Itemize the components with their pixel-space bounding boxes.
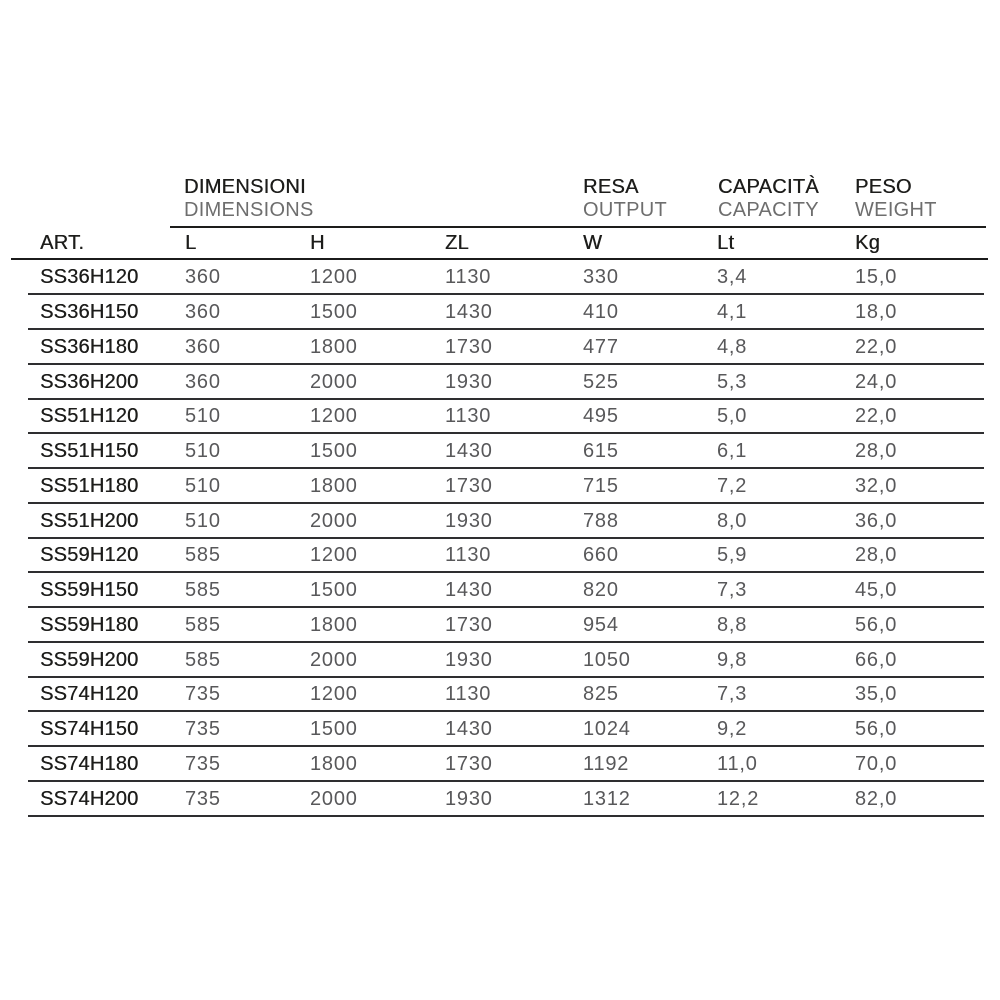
cell-w: 525 — [583, 370, 619, 393]
cell-w: 1192 — [583, 752, 630, 775]
cell-kg: 56,0 — [855, 718, 898, 741]
cell-kg: 15,0 — [855, 266, 898, 289]
cell-l: 585 — [185, 613, 221, 636]
group-subtitle-dimensions: DIMENSIONS — [184, 199, 314, 221]
table-row — [28, 261, 984, 296]
cell-lt: 12,2 — [717, 787, 760, 810]
cell-lt: 6,1 — [717, 440, 748, 463]
cell-h: 1200 — [310, 683, 358, 706]
cell-l: 585 — [185, 579, 221, 602]
cell-h: 1200 — [310, 544, 358, 567]
cell-zl: 1430 — [445, 579, 493, 602]
group-subtitle-weight: WEIGHT — [855, 199, 937, 221]
cell-w: 954 — [583, 613, 619, 636]
table-row — [28, 712, 984, 747]
cell-l: 360 — [185, 301, 221, 324]
cell-zl: 1730 — [445, 752, 493, 775]
cell-lt: 7,2 — [717, 474, 748, 497]
cell-kg: 28,0 — [855, 544, 898, 567]
column-header-w: W — [583, 232, 603, 254]
column-header-lt: Lt — [717, 232, 735, 254]
cell-w: 715 — [583, 474, 619, 497]
cell-h: 1200 — [310, 405, 358, 428]
cell-kg: 35,0 — [855, 683, 898, 706]
group-title-peso: PESO — [855, 176, 912, 198]
cell-zl: 1430 — [445, 301, 493, 324]
cell-lt: 8,8 — [717, 613, 748, 636]
cell-art: SS51H150 — [40, 440, 139, 463]
column-header-row — [11, 228, 988, 260]
cell-zl: 1430 — [445, 440, 493, 463]
cell-zl: 1130 — [445, 266, 492, 289]
group-title-resa: RESA — [583, 176, 639, 198]
cell-art: SS59H200 — [40, 648, 139, 671]
cell-l: 735 — [185, 752, 221, 775]
cell-art: SS74H200 — [40, 787, 139, 810]
table-row — [28, 573, 984, 608]
cell-w: 330 — [583, 266, 619, 289]
cell-l: 360 — [185, 370, 221, 393]
cell-w: 660 — [583, 544, 619, 567]
cell-lt: 5,3 — [717, 370, 748, 393]
cell-h: 1800 — [310, 752, 358, 775]
column-header-zl: ZL — [445, 232, 469, 254]
cell-kg: 24,0 — [855, 370, 898, 393]
cell-h: 1800 — [310, 335, 358, 358]
group-title-dimensioni: DIMENSIONI — [184, 176, 306, 198]
table-row — [28, 295, 984, 330]
cell-zl: 1930 — [445, 509, 493, 532]
group-subtitle-capacity: CAPACITY — [718, 199, 819, 221]
cell-lt: 7,3 — [717, 683, 748, 706]
table-row — [28, 678, 984, 713]
cell-zl: 1730 — [445, 335, 493, 358]
table-row — [28, 747, 984, 782]
cell-art: SS59H120 — [40, 544, 139, 567]
group-header-capacity — [718, 176, 819, 221]
cell-zl: 1130 — [445, 544, 492, 567]
cell-kg: 36,0 — [855, 509, 898, 532]
group-subtitle-output: OUTPUT — [583, 199, 668, 221]
table-row — [28, 330, 984, 365]
cell-w: 1312 — [583, 787, 631, 810]
cell-kg: 22,0 — [855, 405, 898, 428]
column-header-art: ART. — [40, 232, 85, 254]
cell-w: 1050 — [583, 648, 631, 671]
table-body — [28, 261, 984, 817]
cell-lt: 5,0 — [717, 405, 748, 428]
table-row — [28, 469, 984, 504]
cell-art: SS36H120 — [40, 266, 139, 289]
cell-zl: 1430 — [445, 718, 493, 741]
cell-w: 615 — [583, 440, 619, 463]
cell-kg: 45,0 — [855, 579, 898, 602]
column-header-h: H — [310, 232, 325, 254]
cell-art: SS36H150 — [40, 301, 139, 324]
cell-h: 2000 — [310, 787, 358, 810]
cell-art: SS59H180 — [40, 613, 139, 636]
cell-h: 2000 — [310, 509, 358, 532]
cell-kg: 70,0 — [855, 752, 898, 775]
cell-art: SS74H150 — [40, 718, 139, 741]
table-row — [28, 782, 984, 817]
table-row — [28, 365, 984, 400]
cell-art: SS51H180 — [40, 474, 139, 497]
cell-l: 360 — [185, 266, 221, 289]
cell-lt: 4,1 — [717, 301, 748, 324]
cell-h: 1500 — [310, 440, 358, 463]
cell-h: 1500 — [310, 301, 358, 324]
column-header-kg: Kg — [855, 232, 881, 254]
group-title-capacita: CAPACITÀ — [718, 176, 819, 198]
cell-art: SS74H180 — [40, 752, 139, 775]
cell-h: 1800 — [310, 474, 358, 497]
cell-art: SS74H120 — [40, 683, 139, 706]
cell-h: 1500 — [310, 718, 358, 741]
cell-zl: 1730 — [445, 474, 493, 497]
cell-zl: 1930 — [445, 787, 493, 810]
cell-art: SS51H120 — [40, 405, 139, 428]
cell-lt: 3,4 — [717, 266, 748, 289]
group-header-output — [583, 176, 667, 221]
cell-lt: 11,0 — [717, 752, 758, 775]
cell-l: 735 — [185, 787, 221, 810]
cell-w: 495 — [583, 405, 619, 428]
cell-lt: 7,3 — [717, 579, 748, 602]
cell-kg: 56,0 — [855, 613, 898, 636]
cell-h: 1200 — [310, 266, 358, 289]
cell-art: SS59H150 — [40, 579, 139, 602]
group-header-weight — [855, 176, 937, 221]
table-row — [28, 504, 984, 539]
table-row — [28, 400, 984, 435]
cell-l: 510 — [185, 509, 221, 532]
group-header-dimensions — [184, 176, 314, 221]
cell-l: 510 — [185, 440, 221, 463]
cell-w: 825 — [583, 683, 619, 706]
column-header-l: L — [185, 232, 197, 254]
cell-lt: 5,9 — [717, 544, 748, 567]
cell-h: 1500 — [310, 579, 358, 602]
cell-kg: 32,0 — [855, 474, 898, 497]
cell-h: 2000 — [310, 370, 358, 393]
cell-w: 477 — [583, 335, 619, 358]
cell-kg: 82,0 — [855, 787, 898, 810]
table-row — [28, 434, 984, 469]
cell-lt: 4,8 — [717, 335, 748, 358]
cell-w: 410 — [583, 301, 619, 324]
cell-zl: 1130 — [445, 683, 492, 706]
cell-w: 820 — [583, 579, 619, 602]
cell-art: SS36H180 — [40, 335, 139, 358]
cell-zl: 1130 — [445, 405, 492, 428]
cell-l: 510 — [185, 474, 221, 497]
cell-l: 735 — [185, 718, 221, 741]
cell-art: SS51H200 — [40, 509, 139, 532]
cell-l: 585 — [185, 544, 221, 567]
cell-lt: 8,0 — [717, 509, 748, 532]
cell-zl: 1930 — [445, 370, 493, 393]
cell-kg: 22,0 — [855, 335, 898, 358]
cell-h: 2000 — [310, 648, 358, 671]
cell-kg: 28,0 — [855, 440, 898, 463]
table-row — [28, 539, 984, 574]
cell-lt: 9,8 — [717, 648, 748, 671]
cell-lt: 9,2 — [717, 718, 748, 741]
cell-kg: 18,0 — [855, 301, 898, 324]
cell-l: 360 — [185, 335, 221, 358]
cell-w: 1024 — [583, 718, 631, 741]
cell-art: SS36H200 — [40, 370, 139, 393]
cell-zl: 1930 — [445, 648, 493, 671]
cell-zl: 1730 — [445, 613, 493, 636]
cell-kg: 66,0 — [855, 648, 898, 671]
table-row — [28, 643, 984, 678]
table-row — [28, 608, 984, 643]
cell-h: 1800 — [310, 613, 358, 636]
cell-l: 735 — [185, 683, 221, 706]
cell-l: 585 — [185, 648, 221, 671]
cell-w: 788 — [583, 509, 619, 532]
cell-l: 510 — [185, 405, 221, 428]
